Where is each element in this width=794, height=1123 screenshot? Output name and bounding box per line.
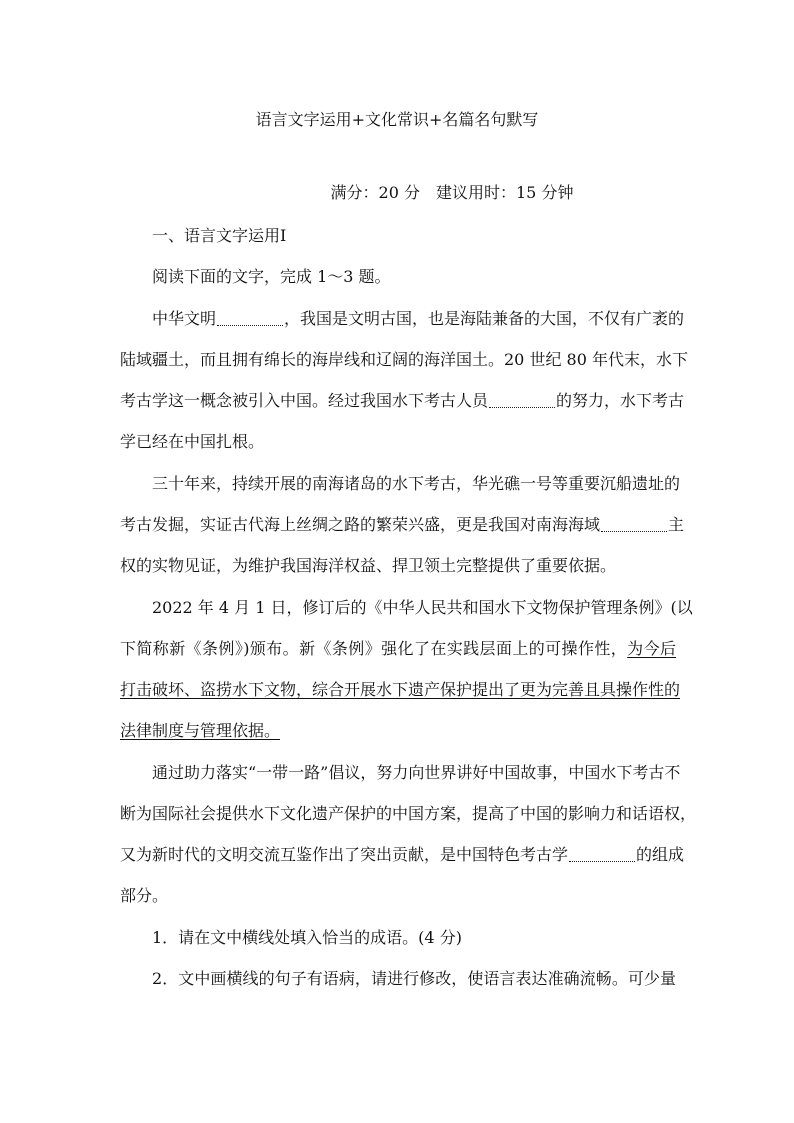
page-title: 语言文字运用+文化常识+名篇名句默写 xyxy=(255,110,539,129)
text-segment: 的组成 xyxy=(636,845,685,864)
fill-blank-2[interactable] xyxy=(489,391,555,408)
text-segment: 又为新时代的文明交流互鉴作出了突出贡献，是中国特色考古学 xyxy=(120,845,569,864)
paragraph-3-line-2 xyxy=(120,637,676,661)
underlined-sentence: 打击破坏、盗捞水下文物，综合开展水下遗产保护提出了更为完善且具操作性的 xyxy=(120,680,681,699)
paragraph-4-line-2: 断为国际社会提供水下文化遗产保护的中国方案，提高了中国的影响力和话语权， xyxy=(120,804,697,823)
text-segment: ，我国是文明古国，也是海陆兼备的大国，不仅有广袤的 xyxy=(284,309,685,328)
paragraph-4-line-4: 部分。 xyxy=(120,886,169,905)
fill-blank-1[interactable] xyxy=(217,309,283,326)
text-segment: 考古学这一概念被引入中国。经过我国水下考古人员 xyxy=(120,391,489,410)
text-segment: 下简称新《条例》)颁布。新《条例》强化了在实践层面上的可操作性， xyxy=(120,639,628,658)
question-2: 2．文中画横线的句子有语病，请进行修改，使语言表达准确流畅。可少量 xyxy=(152,969,676,988)
text-segment: 中华文明 xyxy=(152,309,217,328)
paragraph-2-line-1: 三十年来，持续开展的南海诸岛的水下考古，华光礁一号等重要沉船遗址的 xyxy=(152,474,681,493)
paragraph-1-line-1 xyxy=(120,307,685,331)
paragraph-1-line-2: 陆域疆土，而且拥有绵长的海岸线和辽阔的海洋国土。20 世纪 80 年代末，水下 xyxy=(120,350,688,369)
text-segment: 考古发掘，实证古代海上丝绸之路的繁荣兴盛，更是我国对南海海域 xyxy=(120,515,601,534)
section-heading: 一、语言文字运用Ⅰ xyxy=(152,226,287,245)
paragraph-1-line-3 xyxy=(120,389,685,413)
text-segment: 主 xyxy=(668,515,685,534)
text-segment: 的努力，水下考古 xyxy=(556,391,685,410)
fill-blank-4[interactable] xyxy=(569,845,635,862)
paragraph-4-line-3 xyxy=(120,843,685,867)
underlined-sentence: 法律制度与管理依据。 xyxy=(120,721,281,740)
paragraph-4-line-1: 通过助力落实“一带一路”倡议，努力向世界讲好中国故事，中国水下考古不 xyxy=(152,763,681,782)
reading-instruction: 阅读下面的文字，完成 1～3 题。 xyxy=(152,267,391,286)
paragraph-2-line-3: 权的实物见证，为维护我国海洋权益、捍卫领土完整提供了重要依据。 xyxy=(120,556,617,575)
question-1: 1．请在文中横线处填入恰当的成语。(4 分) xyxy=(152,928,462,947)
paragraph-1-line-4: 学已经在中国扎根。 xyxy=(120,432,265,451)
paragraph-3-line-1: 2022 年 4 月 1 日，修订后的《中华人民共和国水下文物保护管理条例》(以 xyxy=(152,598,693,617)
fill-blank-3[interactable] xyxy=(601,515,667,532)
paragraph-3-line-4 xyxy=(120,719,676,743)
paragraph-2-line-2 xyxy=(120,513,685,537)
score-time-info: 满分：20 分 建议用时：15 分钟 xyxy=(330,183,574,202)
underlined-sentence: 为今后 xyxy=(627,639,676,658)
